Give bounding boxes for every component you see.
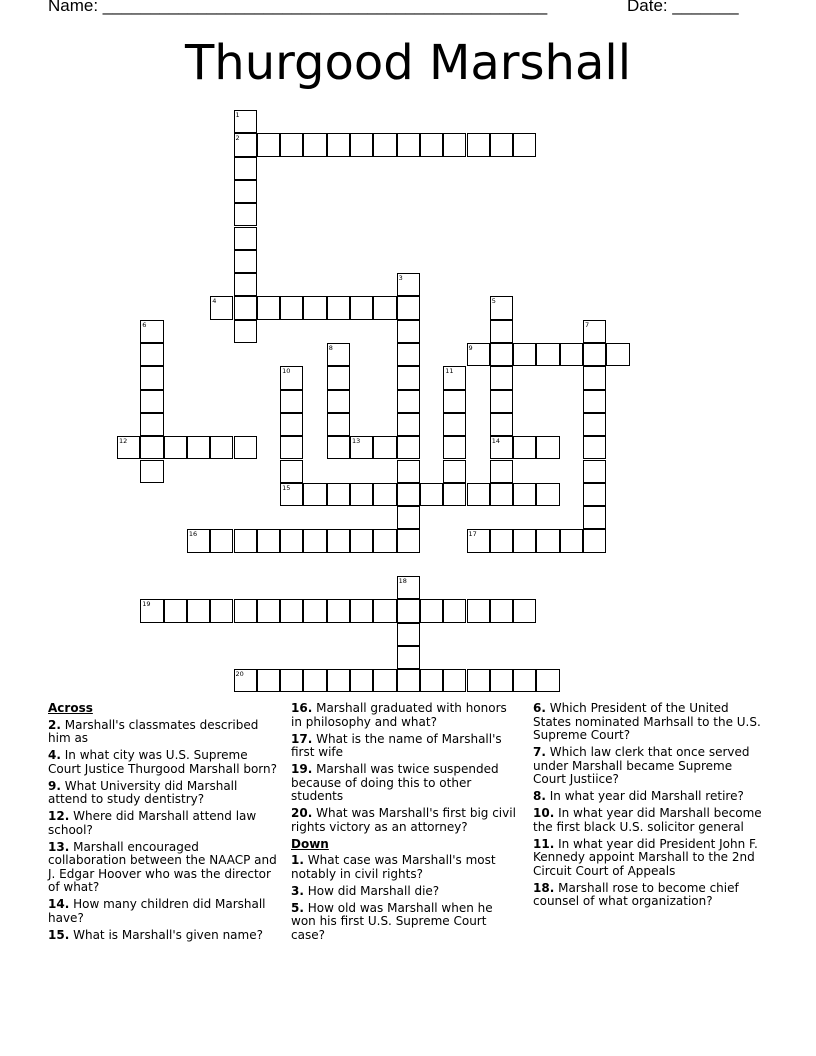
clue-down-6 (533, 702, 763, 743)
grid-cell[interactable] (397, 576, 420, 599)
grid-cell[interactable] (210, 599, 233, 622)
grid-cell[interactable] (327, 390, 350, 413)
grid-cell[interactable] (397, 506, 420, 529)
grid-cell[interactable] (397, 599, 420, 622)
grid-cell[interactable] (536, 343, 559, 366)
grid-cell[interactable] (140, 390, 163, 413)
clue-number: 19. (291, 762, 313, 776)
grid-cell[interactable] (303, 599, 326, 622)
clue-column-1 (48, 702, 278, 946)
cell-number: 19 (142, 600, 151, 609)
grid-cell[interactable] (583, 460, 606, 483)
grid-cell[interactable] (583, 483, 606, 506)
grid-cell[interactable] (583, 320, 606, 343)
grid-cell[interactable] (397, 413, 420, 436)
grid-cell[interactable] (490, 529, 513, 552)
grid-cell[interactable] (467, 599, 490, 622)
grid-cell[interactable] (257, 296, 280, 319)
grid-cell[interactable] (397, 646, 420, 669)
grid-cell[interactable] (234, 320, 257, 343)
clue-text: In what year did Marshall retire? (549, 789, 744, 803)
cell-number: 20 (235, 670, 244, 679)
grid-cell[interactable] (490, 413, 513, 436)
clue-down-8 (533, 790, 763, 804)
clue-down-7 (533, 746, 763, 787)
grid-cell[interactable] (280, 483, 303, 506)
clue-number: 10. (533, 806, 555, 820)
grid-cell[interactable] (234, 110, 257, 133)
grid-cell[interactable] (327, 366, 350, 389)
grid-cell[interactable] (187, 436, 210, 459)
grid-cell[interactable] (397, 296, 420, 319)
grid-cell[interactable] (280, 669, 303, 692)
cell-number: 5 (491, 297, 496, 306)
grid-cell[interactable] (490, 320, 513, 343)
cell-number: 1 (235, 111, 240, 119)
clue-number: 3. (291, 883, 304, 898)
clue-across-14 (48, 898, 278, 925)
clue-down-3 (291, 885, 517, 899)
grid-cell[interactable] (280, 366, 303, 389)
grid-cell[interactable] (234, 296, 257, 319)
grid-cell[interactable] (536, 483, 559, 506)
clue-down-18 (533, 882, 763, 909)
clue-column-3 (533, 702, 763, 912)
grid-cell[interactable] (373, 483, 396, 506)
cell-number: 17 (468, 530, 477, 539)
grid-cell[interactable] (397, 390, 420, 413)
grid-cell[interactable] (467, 343, 490, 366)
grid-cell[interactable] (583, 436, 606, 459)
clue-number: 11. (533, 836, 555, 851)
grid-cell[interactable] (583, 506, 606, 529)
grid-cell[interactable] (327, 529, 350, 552)
grid-cell[interactable] (373, 599, 396, 622)
clue-text: Which President of the United States nominated Marhsall to the U.S. Supreme Court? (533, 701, 761, 742)
grid-cell[interactable] (350, 133, 373, 156)
grid-cell[interactable] (490, 296, 513, 319)
clue-number: 18. (533, 880, 555, 895)
cell-number: 7 (585, 320, 590, 329)
grid-cell[interactable] (583, 390, 606, 413)
grid-cell[interactable] (164, 599, 187, 622)
grid-cell[interactable] (536, 529, 559, 552)
grid-cell[interactable] (490, 133, 513, 156)
grid-cell[interactable] (373, 296, 396, 319)
grid-cell[interactable] (397, 460, 420, 483)
grid-cell[interactable] (443, 366, 466, 389)
grid-cell[interactable] (513, 436, 536, 459)
grid-cell[interactable] (513, 599, 536, 622)
clue-number: 13. (48, 839, 70, 854)
grid-cell[interactable] (513, 669, 536, 692)
grid-cell[interactable] (327, 343, 350, 366)
clue-across-16 (291, 702, 517, 729)
grid-cell[interactable] (490, 366, 513, 389)
grid-cell[interactable] (397, 436, 420, 459)
clue-down-5 (291, 902, 517, 943)
clue-across-13 (48, 841, 278, 895)
clue-text: In what year did Marshall become the first black U.S. solicitor general (533, 806, 762, 834)
grid-cell[interactable] (257, 599, 280, 622)
grid-cell[interactable] (373, 436, 396, 459)
clue-text: Marshall's classmates described him as (48, 717, 259, 745)
date-field[interactable]: Date: _______ (627, 0, 739, 15)
clue-number: 2. (48, 717, 61, 732)
clue-across-15 (48, 929, 278, 943)
grid-cell[interactable] (117, 436, 140, 459)
grid-cell[interactable] (443, 669, 466, 692)
clue-number: 1. (291, 853, 304, 867)
grid-cell[interactable] (234, 436, 257, 459)
grid-cell[interactable] (280, 599, 303, 622)
clue-text: What was Marshall's first big civil rights victory as an attorney? (291, 806, 516, 834)
grid-cell[interactable] (536, 436, 559, 459)
clue-text: In what city was U.S. Supreme Court Justice Thurgood Marshall born? (48, 748, 277, 776)
grid-cell[interactable] (234, 227, 257, 250)
grid-cell[interactable] (327, 133, 350, 156)
grid-cell[interactable] (327, 483, 350, 506)
cell-number: 14 (491, 437, 501, 446)
grid-cell[interactable] (443, 599, 466, 622)
grid-cell[interactable] (187, 529, 210, 552)
cell-number: 12 (119, 437, 128, 446)
grid-cell[interactable] (397, 366, 420, 389)
grid-cell[interactable] (257, 133, 280, 156)
grid-cell[interactable] (140, 436, 163, 459)
clue-text: Where did Marshall attend law school? (48, 809, 257, 837)
grid-cell[interactable] (303, 529, 326, 552)
grid-cell[interactable] (373, 133, 396, 156)
grid-cell[interactable] (280, 460, 303, 483)
grid-cell[interactable] (327, 669, 350, 692)
clue-text: How many children did Marshall have? (48, 897, 266, 925)
grid-cell[interactable] (280, 296, 303, 319)
grid-cell[interactable] (443, 483, 466, 506)
clue-number: 7. (533, 745, 546, 759)
clue-text: What case was Marshall's most notably in civil rights? (291, 853, 496, 881)
grid-cell[interactable] (420, 599, 443, 622)
clue-number: 8. (533, 789, 546, 803)
grid-cell[interactable] (210, 529, 233, 552)
cell-number: 15 (282, 483, 291, 492)
grid-cell[interactable] (443, 390, 466, 413)
clue-number: 15. (48, 927, 70, 942)
grid-cell[interactable] (467, 669, 490, 692)
grid-cell[interactable] (140, 599, 163, 622)
grid-cell[interactable] (583, 529, 606, 552)
clue-number: 4. (48, 748, 61, 762)
grid-cell[interactable] (140, 343, 163, 366)
grid-cell[interactable] (397, 669, 420, 692)
grid-cell[interactable] (350, 296, 373, 319)
grid-cell[interactable] (467, 529, 490, 552)
clue-number: 14. (48, 897, 70, 911)
grid-cell[interactable] (560, 343, 583, 366)
grid-cell[interactable] (280, 529, 303, 552)
cell-number: 11 (445, 367, 454, 376)
grid-cell[interactable] (467, 133, 490, 156)
grid-cell[interactable] (397, 529, 420, 552)
grid-cell[interactable] (187, 599, 210, 622)
clue-across-19 (291, 763, 517, 804)
grid-cell[interactable] (280, 413, 303, 436)
cell-number: 8 (328, 344, 333, 352)
grid-cell[interactable] (140, 413, 163, 436)
grid-cell[interactable] (513, 133, 536, 156)
cell-number: 4 (212, 297, 217, 306)
grid-cell[interactable] (397, 343, 420, 366)
clue-across-2 (48, 719, 278, 746)
grid-cell[interactable] (443, 436, 466, 459)
grid-cell[interactable] (234, 669, 257, 692)
clue-number: 6. (533, 701, 546, 715)
grid-cell[interactable] (513, 529, 536, 552)
grid-cell[interactable] (397, 273, 420, 296)
cell-number: 3 (398, 274, 403, 283)
cell-number: 13 (352, 437, 361, 446)
grid-cell[interactable] (327, 296, 350, 319)
clue-number: 16. (291, 701, 313, 715)
grid-cell[interactable] (490, 460, 513, 483)
cell-number: 18 (398, 577, 407, 585)
grid-cell[interactable] (234, 250, 257, 273)
grid-cell[interactable] (234, 529, 257, 552)
name-field[interactable]: Name: _______________________________________________ (48, 0, 548, 15)
grid-cell[interactable] (303, 669, 326, 692)
clue-text: Marshall was twice suspended because of doing this to other students (291, 762, 499, 803)
grid-cell[interactable] (234, 273, 257, 296)
clue-text: Which law clerk that once served under Marshall became Supreme Court Justiice? (533, 745, 750, 786)
cell-number: 9 (468, 344, 473, 352)
cell-number: 2 (235, 134, 240, 143)
grid-cell[interactable] (513, 343, 536, 366)
grid-cell[interactable] (303, 483, 326, 506)
clue-across-12 (48, 810, 278, 837)
clue-down-1 (291, 854, 517, 881)
grid-cell[interactable] (490, 343, 513, 366)
grid-cell[interactable] (513, 483, 536, 506)
clue-across-4 (48, 749, 278, 776)
grid-cell[interactable] (420, 669, 443, 692)
clue-number: 12. (48, 809, 70, 823)
grid-cell[interactable] (280, 390, 303, 413)
grid-cell[interactable] (140, 366, 163, 389)
clue-text: Marshall rose to become chief counsel of what organization? (533, 880, 739, 908)
cell-number: 10 (282, 367, 291, 376)
grid-cell[interactable] (536, 669, 559, 692)
grid-cell[interactable] (606, 343, 629, 366)
grid-cell[interactable] (234, 599, 257, 622)
grid-cell[interactable] (210, 296, 233, 319)
down-heading: Down (291, 836, 329, 851)
grid-cell[interactable] (234, 133, 257, 156)
grid-cell[interactable] (373, 529, 396, 552)
grid-cell[interactable] (583, 366, 606, 389)
grid-cell[interactable] (490, 436, 513, 459)
grid-cell[interactable] (397, 320, 420, 343)
grid-cell[interactable] (234, 203, 257, 226)
puzzle-title: Thurgood Marshall (184, 35, 632, 91)
grid-cell[interactable] (350, 669, 373, 692)
clue-across-20 (291, 807, 517, 834)
cell-number: 16 (188, 530, 198, 539)
grid-cell[interactable] (164, 436, 187, 459)
grid-cell[interactable] (373, 669, 396, 692)
grid-cell[interactable] (303, 133, 326, 156)
clue-number: 5. (291, 900, 304, 915)
grid-cell[interactable] (257, 669, 280, 692)
clue-across-9 (48, 780, 278, 807)
grid-cell[interactable] (490, 390, 513, 413)
grid-cell[interactable] (397, 483, 420, 506)
grid-cell[interactable] (350, 436, 373, 459)
clue-down-10 (533, 807, 763, 834)
clue-text: Marshall graduated with honors in philosophy and what? (291, 701, 507, 729)
clue-number: 17. (291, 731, 313, 746)
grid-cell[interactable] (583, 343, 606, 366)
across-heading: Across (48, 701, 93, 715)
grid-cell[interactable] (350, 483, 373, 506)
cell-number: 6 (142, 320, 147, 329)
grid-cell[interactable] (327, 436, 350, 459)
grid-cell[interactable] (490, 483, 513, 506)
clue-text: In what year did President John F. Kennedy appoint Marshall to the 2nd Circuit Court of Appeals (533, 836, 758, 878)
grid-cell[interactable] (420, 483, 443, 506)
grid-cell[interactable] (280, 436, 303, 459)
grid-cell[interactable] (280, 133, 303, 156)
grid-cell[interactable] (140, 320, 163, 343)
grid-cell[interactable] (397, 133, 420, 156)
grid-cell[interactable] (443, 460, 466, 483)
grid-cell[interactable] (257, 529, 280, 552)
grid-cell[interactable] (443, 133, 466, 156)
grid-cell[interactable] (234, 157, 257, 180)
grid-cell[interactable] (467, 483, 490, 506)
grid-cell[interactable] (210, 436, 233, 459)
grid-cell[interactable] (327, 413, 350, 436)
grid-cell[interactable] (490, 669, 513, 692)
grid-cell[interactable] (303, 296, 326, 319)
clue-number: 20. (291, 806, 313, 820)
grid-cell[interactable] (560, 529, 583, 552)
grid-cell[interactable] (327, 599, 350, 622)
grid-cell[interactable] (583, 413, 606, 436)
grid-cell[interactable] (420, 133, 443, 156)
grid-cell[interactable] (490, 599, 513, 622)
clue-text: How old was Marshall when he won his first U.S. Supreme Court case? (291, 900, 493, 942)
clue-text: Marshall encouraged collaboration between the NAACP and J. Edgar Hoover who was the director of what? (48, 839, 277, 894)
clue-across-17 (291, 733, 517, 760)
clue-column-2 (291, 702, 517, 946)
clue-down-11 (533, 838, 763, 879)
grid-cell[interactable] (140, 460, 163, 483)
clue-text: What is the name of Marshall's first wife (291, 731, 502, 759)
clue-text: What is Marshall's given name? (73, 927, 263, 942)
clue-text: What University did Marshall attend to study dentistry? (48, 778, 238, 806)
clue-text: How did Marshall die? (307, 883, 440, 898)
grid-cell[interactable] (350, 599, 373, 622)
grid-cell[interactable] (443, 413, 466, 436)
clue-number: 9. (48, 778, 61, 793)
grid-cell[interactable] (350, 529, 373, 552)
grid-cell[interactable] (397, 623, 420, 646)
grid-cell[interactable] (234, 180, 257, 203)
